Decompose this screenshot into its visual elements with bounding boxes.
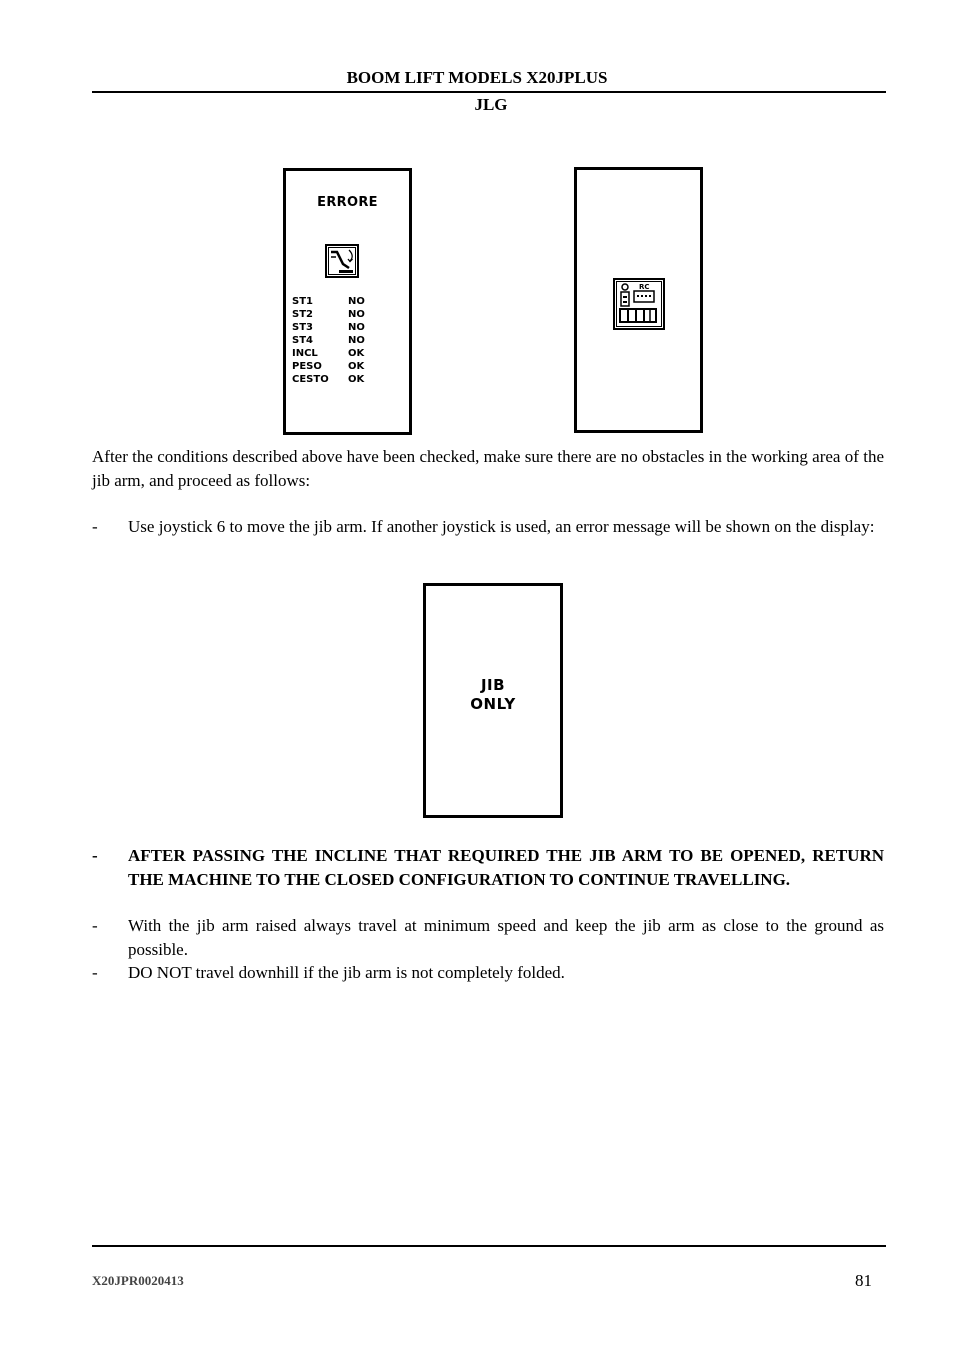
intro-paragraph: After the conditions described above have been checked, make sure there are no obstacles in the working area of the jib arm, and proceed as follows:	[92, 447, 884, 490]
document-code: X20JPR0020413	[92, 1273, 184, 1288]
rc-remote-control-icon	[613, 278, 665, 330]
boom-error-icon	[325, 244, 359, 278]
status-value: OK	[348, 361, 365, 372]
jib-line: JIB	[480, 676, 506, 694]
status-value: NO	[348, 296, 365, 307]
status-row	[292, 373, 365, 386]
status-value: NO	[348, 309, 365, 320]
status-row	[292, 360, 365, 373]
bullet-dash: -	[92, 517, 98, 536]
error-title: ERRORE	[317, 195, 378, 210]
step-joystick-text: Use joystick 6 to move the jib arm. If another joystick is used, an error message will be shown on the display:	[128, 517, 875, 536]
note-min-speed-text: With the jib arm raised always travel at minimum speed and keep the jib arm as close to the ground as possible.	[128, 916, 884, 959]
footer-rule	[92, 1245, 886, 1247]
status-value: OK	[348, 374, 365, 385]
display-remote-control-screen	[574, 167, 703, 433]
status-label: CESTO	[292, 374, 329, 385]
status-label: ST1	[292, 296, 313, 307]
status-label: INCL	[292, 348, 318, 359]
status-value: OK	[348, 348, 365, 359]
header-rule	[92, 91, 886, 93]
note-downhill-text: DO NOT travel downhill if the jib arm is not completely folded.	[128, 963, 565, 982]
status-row	[292, 321, 365, 334]
display-jib-only-screen	[423, 583, 563, 818]
step-joystick	[92, 515, 884, 539]
bullet-dash: -	[92, 846, 98, 865]
status-label: PESO	[292, 361, 322, 372]
status-label: ST2	[292, 309, 313, 320]
status-value: NO	[348, 335, 365, 346]
header-brand: JLG	[474, 95, 508, 114]
note-warning-text: AFTER PASSING THE INCLINE THAT REQUIRED THE JIB ARM TO BE OPENED, RETURN THE MACHINE TO THE CLOSED CONFIGURATION TO CONTINUE TRAVELLING.	[128, 846, 884, 889]
page-number: 81	[855, 1271, 872, 1290]
note-min-speed	[92, 914, 884, 961]
status-value: NO	[348, 322, 365, 333]
status-label: ST4	[292, 335, 313, 346]
status-row	[292, 334, 365, 347]
display-error-screen	[283, 168, 412, 435]
bullet-dash: -	[92, 963, 98, 982]
status-row	[292, 347, 365, 360]
header-title: BOOM LIFT MODELS X20JPLUS	[346, 68, 608, 87]
rc-icon-label: RC	[639, 283, 650, 291]
bullet-dash: -	[92, 916, 98, 935]
status-label: ST3	[292, 322, 313, 333]
note-warning-closed-config	[92, 844, 884, 891]
note-downhill	[92, 961, 884, 985]
only-line: ONLY	[470, 695, 516, 713]
sensor-status-table	[292, 295, 365, 386]
jib-only-message	[426, 676, 560, 714]
status-row	[292, 308, 365, 321]
status-row	[292, 295, 365, 308]
